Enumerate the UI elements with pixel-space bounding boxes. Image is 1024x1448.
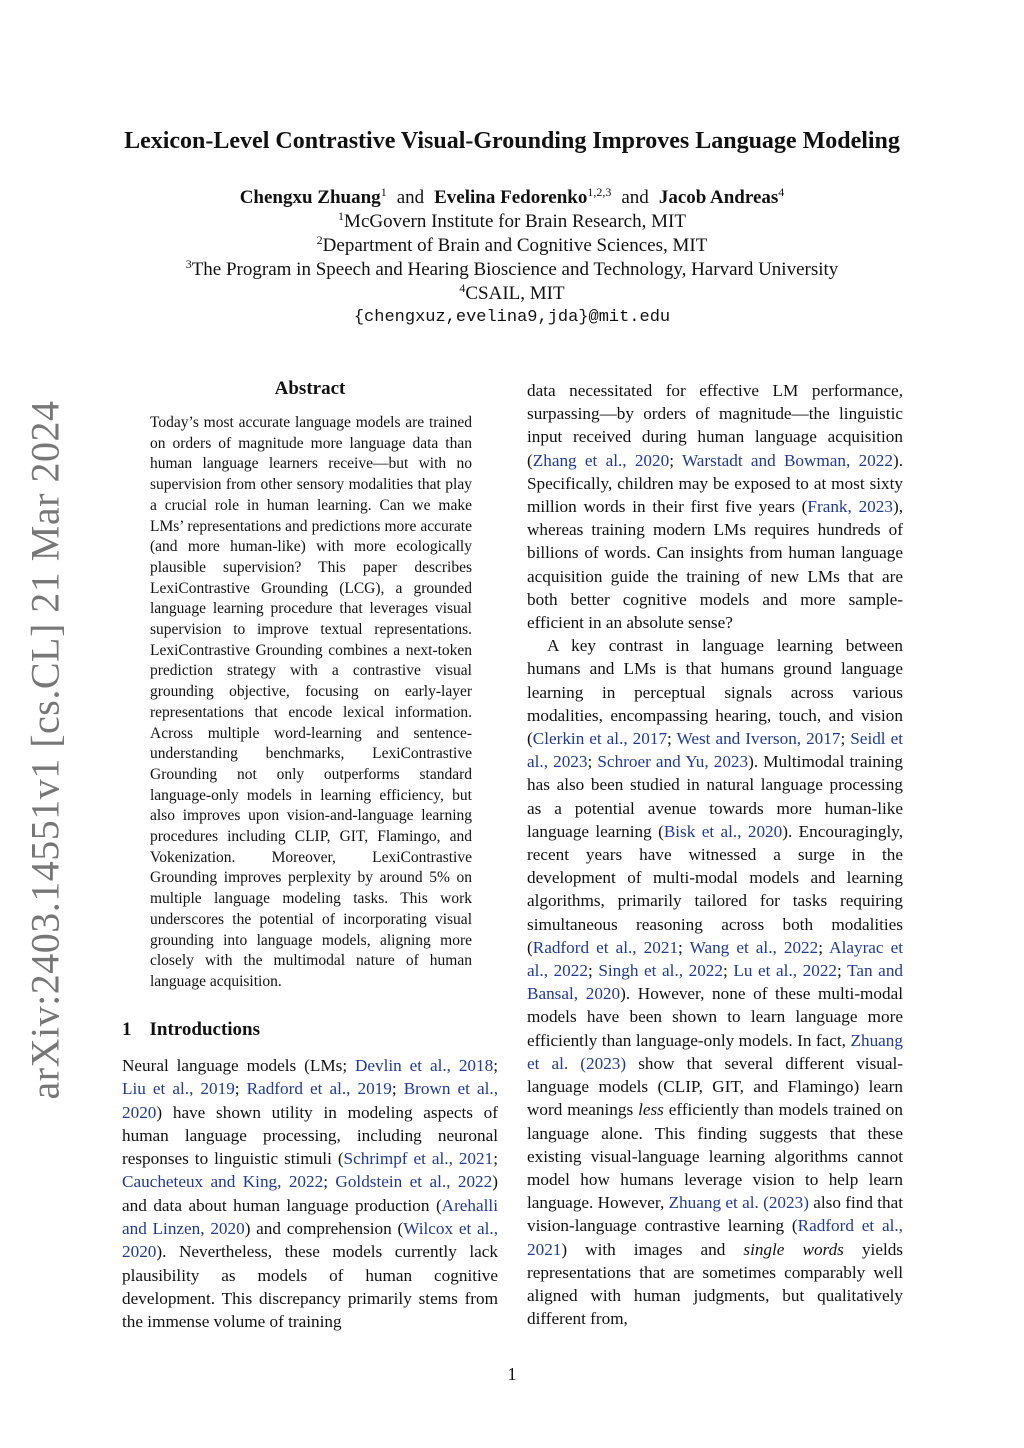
citation-link[interactable]: Frank, 2023 [807, 497, 893, 517]
citation-link[interactable]: Goldstein et al., 2022 [335, 1172, 493, 1192]
affiliation [60, 282, 964, 306]
citation-link[interactable]: Devlin et al., 2018 [354, 1056, 494, 1075]
author-affiliation-mark: 1,2,3 [587, 185, 612, 199]
citation-link[interactable]: Radford et al., 2021 [527, 1216, 903, 1259]
citation-link[interactable]: Tan and Bansal, 2020 [527, 961, 904, 1004]
body-text: ; [234, 1079, 247, 1099]
affiliation-text: McGovern Institute for Brain Research, MIT [344, 211, 686, 232]
author-affiliation-mark: 4 [778, 185, 785, 199]
page-number: 1 [507, 1364, 517, 1384]
citation-link[interactable]: Clerkin et al., 2017 [532, 729, 668, 749]
body-text: ; [669, 450, 682, 470]
author-conjunction: and [396, 187, 425, 208]
body-text: also find that vision-language contrastive learning ( [527, 1193, 903, 1236]
body-text: ; [837, 961, 848, 981]
citation-link[interactable]: Radford et al., 2019 [246, 1079, 392, 1099]
citation-link[interactable]: Zhuang et al. (2023) [668, 1193, 809, 1213]
affiliation-text: Department of Brain and Cognitive Sciences, MIT [322, 235, 708, 256]
body-text: ). Multimodal training has also been studied in natural language processing as a potential avenue towards more human-like language learning ( [527, 752, 903, 841]
body-text: ) and comprehension ( [244, 1219, 404, 1239]
citation-link[interactable]: Wilcox et al., 2020 [122, 1219, 498, 1262]
author-name: Chengxu Zhuang [239, 187, 381, 208]
affiliation [60, 258, 964, 282]
author-name: Evelina Fedorenko [434, 187, 588, 208]
author-name: Jacob Andreas [658, 187, 779, 208]
body-text: ). Encouragingly, recent years have witnessed a surge in the development of multi-modal models and learning algorithms, primarily tailored for tasks requiring simultaneous reasoning across both modalities ( [527, 821, 903, 957]
body-text: ) have shown utility in modeling aspects of human language processing, including neuronal responses to linguistic stimuli ( [122, 1102, 498, 1169]
affiliation [60, 234, 964, 258]
citation-link[interactable]: Lu et al., 2022 [733, 961, 838, 981]
body-text: efficiently than models trained on language alone. This finding suggests that these existing visual-language learning algorithms cannot model how humans leverage vision to help learn language. However, [527, 1100, 903, 1213]
citation-link[interactable]: Arehalli and Linzen, 2020 [122, 1195, 498, 1239]
citation-link[interactable]: West and Iverson, 2017 [676, 729, 841, 749]
emphasis-text: single words [743, 1239, 844, 1259]
body-text: yields representations that are sometimes comparably well aligned with human judgments, but qualitatively different from, [527, 1239, 904, 1329]
abstract-body: Today’s most accurate language models are trained on orders of magnitude more language data than human language learners receive—but with no supervision from other sensory modalities that play a crucial role in human learning. Can we make LMs’ representations and predictions more accurate (and more human-like) with more ecologically plausible supervision? This paper describes LexiContrastive Grounding (LCG), a grounded language learning procedure that leverages visual supervision to improve textual representations. LexiContrastive Grounding combines a next-token prediction strategy with a contrastive visual grounding objective, focusing on early-layer representations that encode lexical information. Across multiple word-learning and sentence-understanding benchmarks, LexiContrastive Grounding not only outperforms standard language-only models in learning efficiency, but also improves upon vision-and-language learning procedures including CLIP, GIT, Flamingo, and Vokenization. Moreover, LexiContrastive Grounding improves perplexity by around 5% on multiple language modeling tasks. This work underscores the potential of incorporating visual grounding into language models, aligning more closely with the multimodal nature of human language acquisition. [150, 414, 472, 990]
citation-link[interactable]: Brown et al., 2020 [122, 1079, 498, 1122]
paper-title: Lexicon-Level Contrastive Visual-Grounding Improves Language Modeling [124, 128, 900, 154]
author-line [60, 186, 964, 210]
body-text: ; [391, 1079, 404, 1099]
body-text: ; [840, 729, 851, 749]
author-conjunction: and [621, 187, 649, 208]
arxiv-identifier [10, 400, 80, 1100]
right-column [527, 379, 903, 1330]
body-text: ) and data about human language production ( [122, 1172, 498, 1215]
author-emails: {chengxuz,evelina9,jda}@mit.edu [353, 308, 671, 327]
body-text: ), whereas training modern LMs requires hundreds of billions of words. Can insights from human language acquisition guide the training of new LMs that are both better cognitive models and more sample-efficient in an absolute sense? [527, 497, 903, 633]
emphasis-text: less [638, 1100, 664, 1120]
abstract-heading: Abstract [274, 378, 346, 399]
citation-link[interactable]: Warstadt and Bowman, 2022 [681, 450, 893, 470]
body-text: ; [587, 961, 599, 981]
affiliation-text: CSAIL, MIT [465, 283, 565, 304]
body-text: ). Specifically, children may be exposed to at most sixty million words in their first five years ( [527, 450, 903, 517]
body-text: A key contrast in language learning between humans and LMs is that humans ground language learning in perceptual signals across various modalities, encompassing hearing, touch, and vision ( [527, 636, 903, 749]
citation-link[interactable]: Wang et al., 2022 [689, 937, 819, 957]
section-number: 1 [122, 1019, 132, 1040]
body-paragraph [527, 379, 903, 634]
body-text: ; [667, 729, 677, 749]
body-text: Neural language models (LMs; [122, 1056, 355, 1075]
body-text: ; [818, 937, 830, 957]
citation-link[interactable]: Schroer and Yu, 2023 [597, 752, 749, 772]
citation-link[interactable]: Singh et al., 2022 [598, 961, 723, 981]
affiliation-mark: 1 [338, 209, 345, 223]
section-title: Introductions [149, 1019, 261, 1040]
body-text: ). However, none of these multi-modal models have been shown to learn language more efficiently than language-only models. In fact, [527, 984, 904, 1050]
body-text: ; [323, 1172, 336, 1192]
body-text: data necessitated for effective LM performance, surpassing—by orders of magnitude—the linguistic input received during human language acquisition ( [527, 381, 903, 470]
body-text: ; [493, 1056, 498, 1075]
intro-paragraph [122, 1054, 498, 1334]
body-paragraph [527, 634, 903, 1330]
arxiv-identifier-text: arXiv:2403.14551v1 [cs.CL] 21 Mar 2024 [22, 400, 68, 1100]
citation-link[interactable]: Radford et al., 2021 [532, 937, 679, 957]
body-text: show that several different visual-language models (CLIP, GIT, and Flamingo) learn word meanings [527, 1053, 903, 1120]
citation-link[interactable]: Caucheteux and King, 2022 [122, 1172, 324, 1192]
section-heading [122, 1019, 498, 1041]
citation-link[interactable]: Seidl et al., 2023 [527, 729, 903, 772]
author-affiliation-mark: 1 [380, 185, 387, 199]
affiliation [60, 210, 964, 234]
affiliation-mark: 2 [316, 233, 323, 247]
affiliation-mark: 4 [459, 281, 466, 295]
author-block [60, 186, 964, 330]
body-text: ). Nevertheless, these models currently lack plausibility as models of human cognitive development. This discrepancy primarily stems from the immense volume of training [122, 1242, 498, 1332]
citation-link[interactable]: Liu et al., 2019 [122, 1079, 235, 1099]
citation-link[interactable]: Bisk et al., 2020 [663, 821, 783, 841]
affiliation-mark: 3 [185, 257, 192, 271]
body-text: ; [723, 961, 734, 981]
body-text: ; [587, 752, 598, 772]
citation-link[interactable]: Alayrac et al., 2022 [527, 937, 904, 981]
citation-link[interactable]: Zhuang et al. (2023) [527, 1030, 903, 1073]
body-text: ; [678, 937, 690, 957]
body-text: ; [493, 1149, 498, 1169]
body-text: ) with images and [561, 1239, 744, 1259]
affiliation-text: The Program in Speech and Hearing Bioscience and Technology, Harvard University [191, 259, 839, 280]
citation-link[interactable]: Zhang et al., 2020 [532, 450, 670, 470]
citation-link[interactable]: Schrimpf et al., 2021 [343, 1149, 494, 1169]
